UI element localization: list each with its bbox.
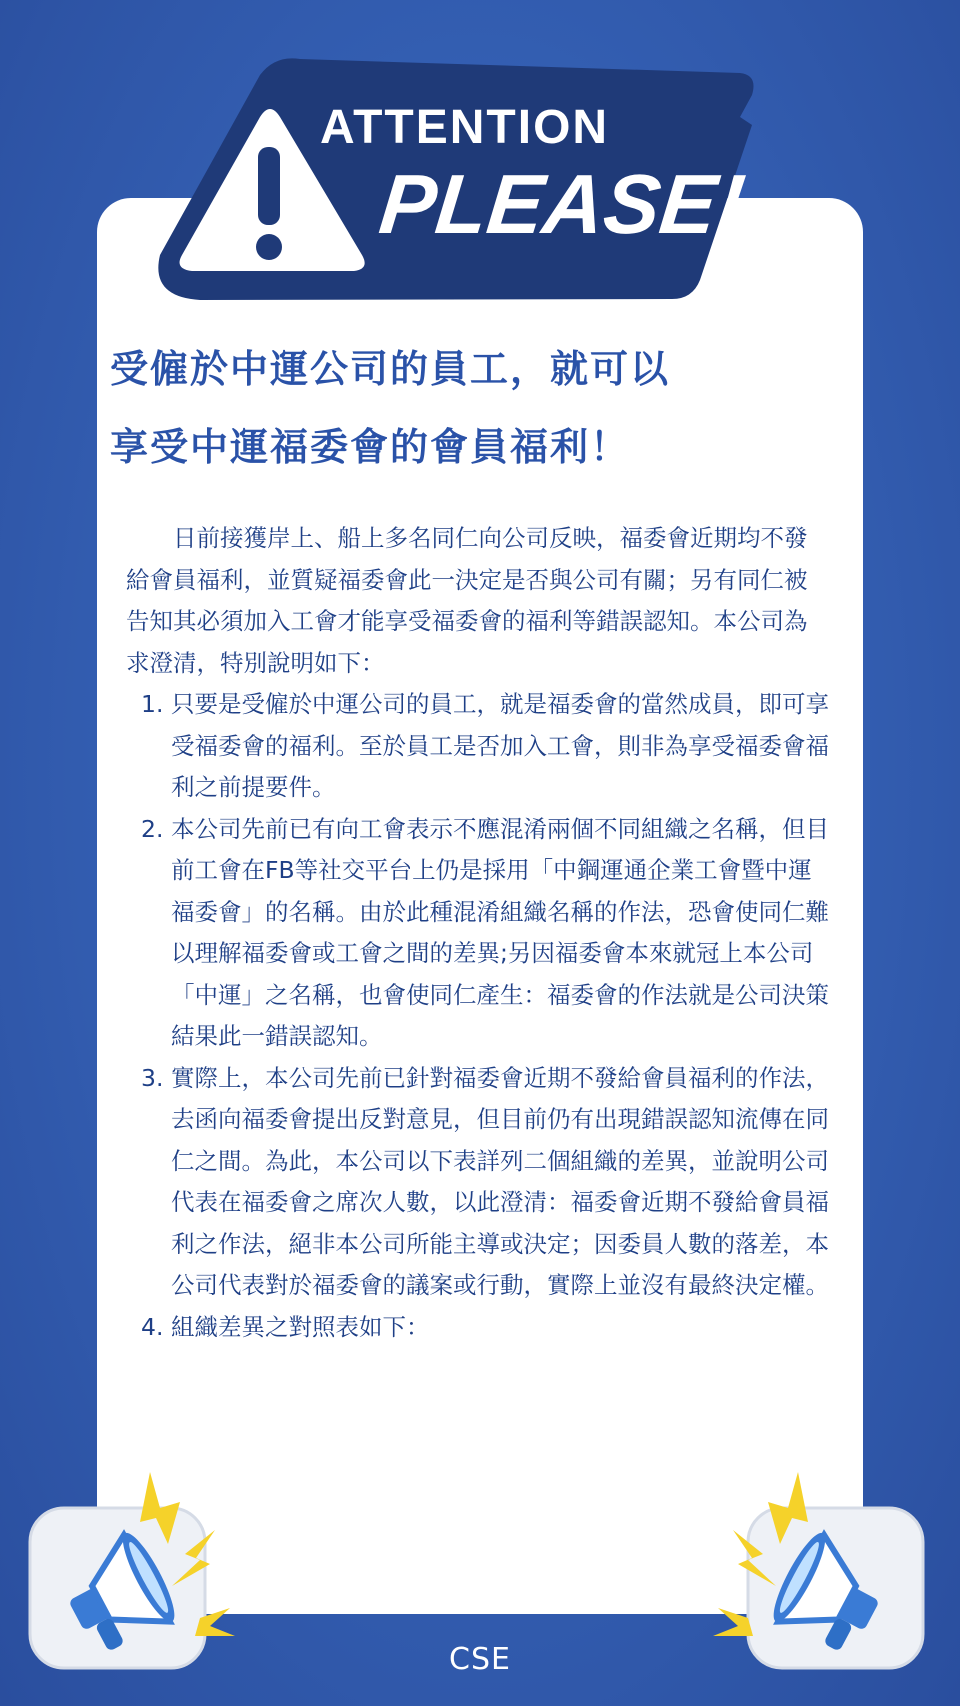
- point-list: [126, 684, 830, 1348]
- banner-line2: PLEASE!: [375, 157, 750, 251]
- attention-banner: [140, 55, 820, 305]
- notice-body: [126, 518, 830, 1348]
- list-item: 4. 組織差異之對照表如下：: [141, 1312, 430, 1341]
- list-item: 2. 本公司先前已有向工會表示不應混淆兩個不同組織之名稱，但目前工會在FB等社交平台上仍是採用「中鋼運通企業工會暨中運福委會」的名稱。由於此種混淆組織名稱的作法，恐會使同仁難以理解福委會或工會之間的差異;另因福委會本來就冠上本公司「中運」之名稱，也會使同仁產生：福委會的作法就是公司決策結果此一錯誤認知。: [141, 814, 829, 1050]
- intro-paragraph: 日前接獲岸上、船上多名同仁向公司反映，福委會近期均不發給會員福利，並質疑福委會此一決定是否與公司有關；另有同仁被告知其必須加入工會才能享受福委會的福利等錯誤認知。本公司為求澄清，特別說明如下：: [126, 524, 808, 677]
- headline: [110, 330, 850, 486]
- footer-brand: CSE: [449, 1642, 511, 1677]
- headline-line2: 享受中運福委會的會員福利！: [110, 425, 631, 469]
- list-item: 3. 實際上，本公司先前已針對福委會近期不發給會員福利的作法，去函向福委會提出反對意見，但目前仍有出現錯誤認知流傳在同仁之間。為此，本公司以下表詳列二個組織的差異，並說明公司代表在福委會之席次人數，以此澄清：福委會近期不發給會員福利之作法，絕非本公司所能主導或決定；因委員人數的落差，本公司代表對於福委會的議案或行動，實際上並沒有最終決定權。: [141, 1063, 829, 1299]
- list-item: 1. 只要是受僱於中運公司的員工，就是福委會的當然成員，即可享受福委會的福利。至於員工是否加入工會，則非為享受福委會福利之前提要件。: [141, 690, 829, 801]
- banner-line1: ATTENTION: [320, 101, 610, 154]
- headline-line1: 受僱於中運公司的員工，就可以: [110, 347, 671, 391]
